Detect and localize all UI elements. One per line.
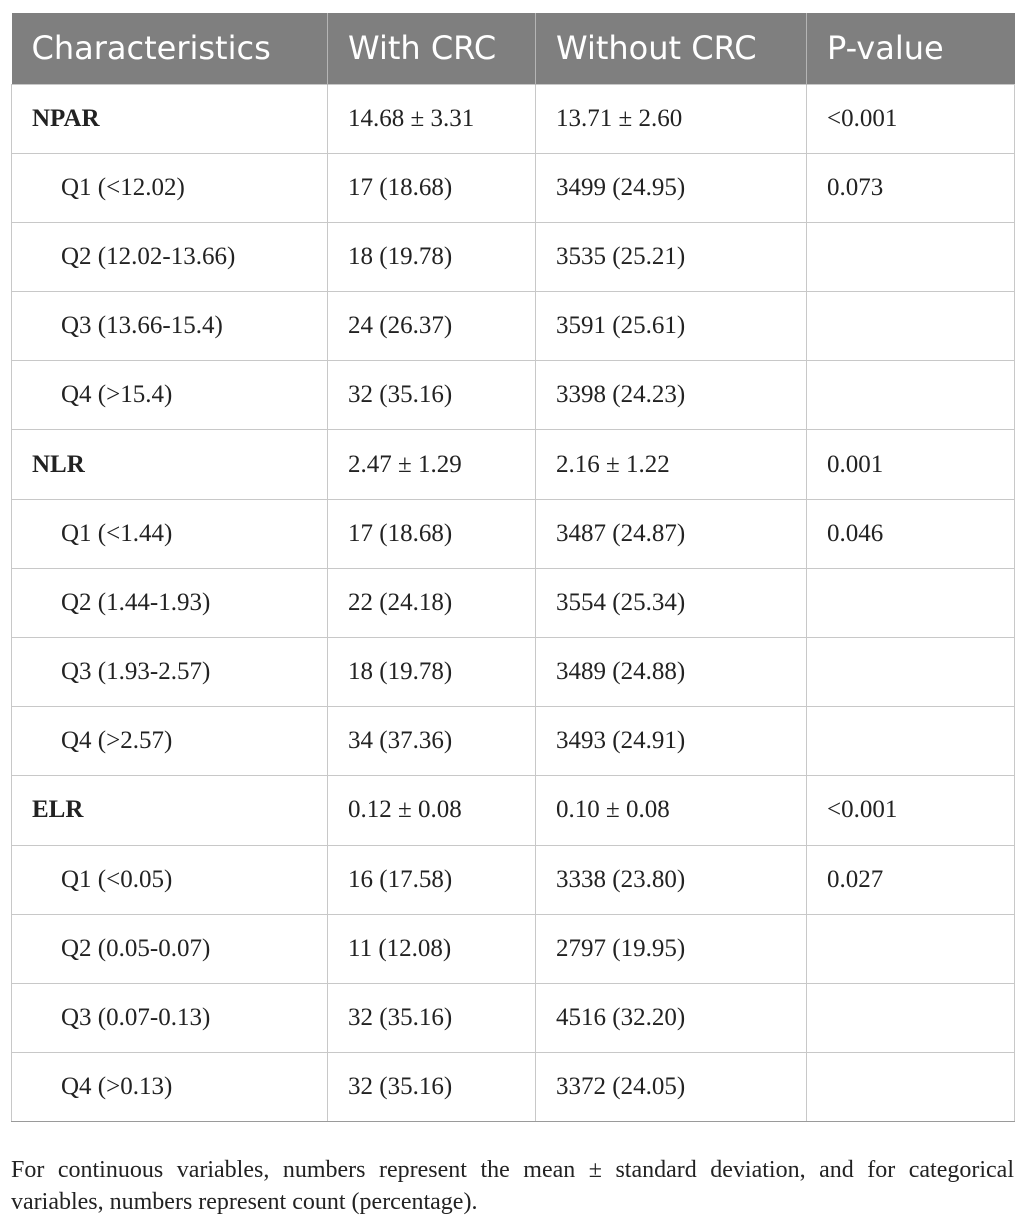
p-value-cell: 0.046 bbox=[807, 499, 1015, 568]
characteristics-table-container bbox=[11, 13, 1014, 1122]
without-crc-cell: 2797 (19.95) bbox=[536, 914, 807, 983]
table-body bbox=[12, 84, 1015, 1122]
with-crc-cell: 17 (18.68) bbox=[328, 499, 536, 568]
table-group-row bbox=[12, 84, 1015, 153]
characteristic-cell: Q4 (>15.4) bbox=[12, 361, 328, 430]
p-value-cell bbox=[807, 1053, 1015, 1122]
with-crc-cell: 22 (24.18) bbox=[328, 568, 536, 637]
with-crc-cell: 16 (17.58) bbox=[328, 845, 536, 914]
header-row bbox=[12, 13, 1015, 84]
p-value-cell bbox=[807, 568, 1015, 637]
table-row bbox=[12, 983, 1015, 1052]
table-row bbox=[12, 707, 1015, 776]
without-crc-cell: 3372 (24.05) bbox=[536, 1053, 807, 1122]
table-row bbox=[12, 499, 1015, 568]
without-crc-cell: 3338 (23.80) bbox=[536, 845, 807, 914]
p-value-cell: 0.073 bbox=[807, 153, 1015, 222]
with-crc-cell: 18 (19.78) bbox=[328, 638, 536, 707]
table-row bbox=[12, 292, 1015, 361]
with-crc-cell: 24 (26.37) bbox=[328, 292, 536, 361]
table-row bbox=[12, 638, 1015, 707]
without-crc-cell: 2.16 ± 1.22 bbox=[536, 430, 807, 499]
with-crc-cell: 0.12 ± 0.08 bbox=[328, 776, 536, 845]
characteristic-cell: NPAR bbox=[12, 84, 328, 153]
without-crc-cell: 3398 (24.23) bbox=[536, 361, 807, 430]
without-crc-cell: 3493 (24.91) bbox=[536, 707, 807, 776]
characteristic-cell: NLR bbox=[12, 430, 328, 499]
with-crc-cell: 34 (37.36) bbox=[328, 707, 536, 776]
without-crc-cell: 0.10 ± 0.08 bbox=[536, 776, 807, 845]
with-crc-cell: 32 (35.16) bbox=[328, 1053, 536, 1122]
table-row bbox=[12, 568, 1015, 637]
p-value-cell: 0.001 bbox=[807, 430, 1015, 499]
without-crc-cell: 3554 (25.34) bbox=[536, 568, 807, 637]
characteristic-cell: Q2 (0.05-0.07) bbox=[12, 914, 328, 983]
p-value-cell bbox=[807, 638, 1015, 707]
table-header bbox=[12, 13, 1015, 84]
p-value-cell bbox=[807, 361, 1015, 430]
without-crc-cell: 3489 (24.88) bbox=[536, 638, 807, 707]
without-crc-cell: 3487 (24.87) bbox=[536, 499, 807, 568]
characteristic-cell: Q1 (<0.05) bbox=[12, 845, 328, 914]
with-crc-cell: 17 (18.68) bbox=[328, 153, 536, 222]
without-crc-cell: 3591 (25.61) bbox=[536, 292, 807, 361]
without-crc-cell: 3499 (24.95) bbox=[536, 153, 807, 222]
characteristic-cell: Q1 (<12.02) bbox=[12, 153, 328, 222]
without-crc-cell: 3535 (25.21) bbox=[536, 222, 807, 291]
table-row bbox=[12, 914, 1015, 983]
with-crc-cell: 11 (12.08) bbox=[328, 914, 536, 983]
without-crc-cell: 4516 (32.20) bbox=[536, 983, 807, 1052]
p-value-cell bbox=[807, 292, 1015, 361]
with-crc-cell: 32 (35.16) bbox=[328, 983, 536, 1052]
characteristic-cell: Q3 (0.07-0.13) bbox=[12, 983, 328, 1052]
with-crc-cell: 18 (19.78) bbox=[328, 222, 536, 291]
without-crc-cell: 13.71 ± 2.60 bbox=[536, 84, 807, 153]
characteristic-cell: Q1 (<1.44) bbox=[12, 499, 328, 568]
p-value-cell: <0.001 bbox=[807, 84, 1015, 153]
table-row bbox=[12, 361, 1015, 430]
p-value-cell bbox=[807, 222, 1015, 291]
characteristic-cell: Q4 (>0.13) bbox=[12, 1053, 328, 1122]
table-footnote: For continuous variables, numbers represent the mean ± standard deviation, and for categorical variables, numbers represent count (percentage). bbox=[11, 1157, 1014, 1215]
header-without-crc: Without CRC bbox=[536, 13, 807, 84]
p-value-cell bbox=[807, 707, 1015, 776]
table-group-row bbox=[12, 430, 1015, 499]
characteristic-cell: Q3 (1.93-2.57) bbox=[12, 638, 328, 707]
with-crc-cell: 32 (35.16) bbox=[328, 361, 536, 430]
header-characteristics: Characteristics bbox=[12, 13, 328, 84]
characteristic-cell: Q2 (1.44-1.93) bbox=[12, 568, 328, 637]
characteristic-cell: Q4 (>2.57) bbox=[12, 707, 328, 776]
p-value-cell: <0.001 bbox=[807, 776, 1015, 845]
characteristic-cell: Q3 (13.66-15.4) bbox=[12, 292, 328, 361]
table-row bbox=[12, 153, 1015, 222]
header-p-value: P-value bbox=[807, 13, 1015, 84]
table-row bbox=[12, 845, 1015, 914]
header-with-crc: With CRC bbox=[328, 13, 536, 84]
characteristic-cell: Q2 (12.02-13.66) bbox=[12, 222, 328, 291]
characteristic-cell: ELR bbox=[12, 776, 328, 845]
with-crc-cell: 2.47 ± 1.29 bbox=[328, 430, 536, 499]
p-value-cell: 0.027 bbox=[807, 845, 1015, 914]
characteristics-table bbox=[11, 13, 1015, 1122]
with-crc-cell: 14.68 ± 3.31 bbox=[328, 84, 536, 153]
table-group-row bbox=[12, 776, 1015, 845]
p-value-cell bbox=[807, 914, 1015, 983]
table-row bbox=[12, 222, 1015, 291]
table-row bbox=[12, 1053, 1015, 1122]
p-value-cell bbox=[807, 983, 1015, 1052]
